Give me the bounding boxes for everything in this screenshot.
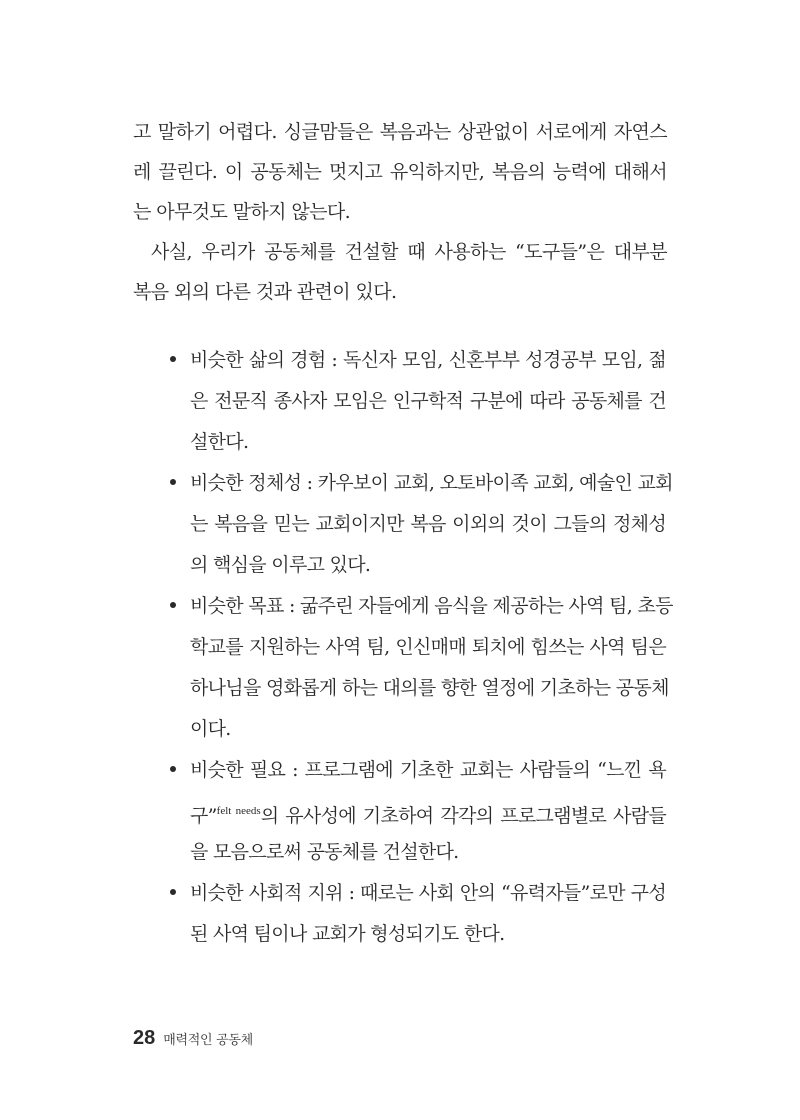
list-item <box>168 340 666 463</box>
list-item <box>168 873 666 955</box>
text-line: 설한다. <box>190 431 249 453</box>
text-line: 는 아무것도 말하지 않는다. <box>133 201 351 223</box>
paragraph <box>133 232 667 312</box>
bullet-icon <box>170 602 176 608</box>
text-line: 사실, 우리가 공동체를 건설할 때 사용하는 “도구들”은 대부분 <box>151 241 667 263</box>
text-line: 을 모음으로써 공동체를 건설한다. <box>190 841 459 863</box>
page-body <box>133 112 667 312</box>
text-line: 비슷한 목표 : 굶주린 자들에게 음식을 제공하는 사역 팀, 초등 <box>190 595 673 617</box>
text-line: 복음 외의 다른 것과 관련이 있다. <box>133 281 397 303</box>
text-line: 비슷한 필요 : 프로그램에 기초한 교회는 사람들의 “느낀 욕 <box>190 759 666 781</box>
text-line: 하나님을 영화롭게 하는 대의를 향한 열정에 기초하는 공동체 <box>190 677 669 699</box>
text-line: 이다. <box>190 718 231 740</box>
text-line: 비슷한 사회적 지위 : 때로는 사회 안의 “유력자들”로만 구성 <box>190 882 666 904</box>
bullet-icon <box>170 356 176 362</box>
superscript-gloss: felt needs <box>216 805 261 817</box>
text-line: 레 끌린다. 이 공동체는 멋지고 유익하지만, 복음의 능력에 대해서 <box>133 161 667 183</box>
list-item <box>168 586 673 750</box>
text-line: 고 말하기 어렵다. 싱글맘들은 복음과는 상관없이 서로에게 자연스 <box>133 121 667 143</box>
page-number: 28 <box>133 1027 156 1049</box>
text-line: 비슷한 삶의 경험 : 독신자 모임, 신혼부부 성경공부 모임, 젊 <box>190 349 666 371</box>
bullet-icon <box>170 479 176 485</box>
text-fragment: 구” <box>190 805 217 827</box>
text-line: 의 핵심을 이루고 있다. <box>190 554 371 576</box>
list-item <box>168 463 673 586</box>
text-line: 은 전문직 종사자 모임은 인구학적 구분에 따라 공동체를 건 <box>190 390 666 412</box>
bullet-icon <box>170 889 176 895</box>
running-title: 매력적인 공동체 <box>163 1033 253 1048</box>
list-item <box>168 750 666 873</box>
paragraph <box>133 112 667 232</box>
bullet-list <box>168 340 673 955</box>
text-line: 학교를 지원하는 사역 팀, 인신매매 퇴치에 힘쓰는 사역 팀은 <box>190 636 666 658</box>
page-footer <box>133 1027 253 1051</box>
bullet-icon <box>170 766 176 772</box>
text-line-with-superscript <box>190 791 666 832</box>
text-fragment: 의 유사성에 기초하여 각각의 프로그램별로 사람들 <box>260 805 667 827</box>
text-line: 비슷한 정체성 : 카우보이 교회, 오토바이족 교회, 예술인 교회 <box>190 472 673 494</box>
text-line: 는 복음을 믿는 교회이지만 복음 이외의 것이 그들의 정체성 <box>190 513 666 535</box>
text-line: 된 사역 팀이나 교회가 형성되기도 한다. <box>190 923 505 945</box>
